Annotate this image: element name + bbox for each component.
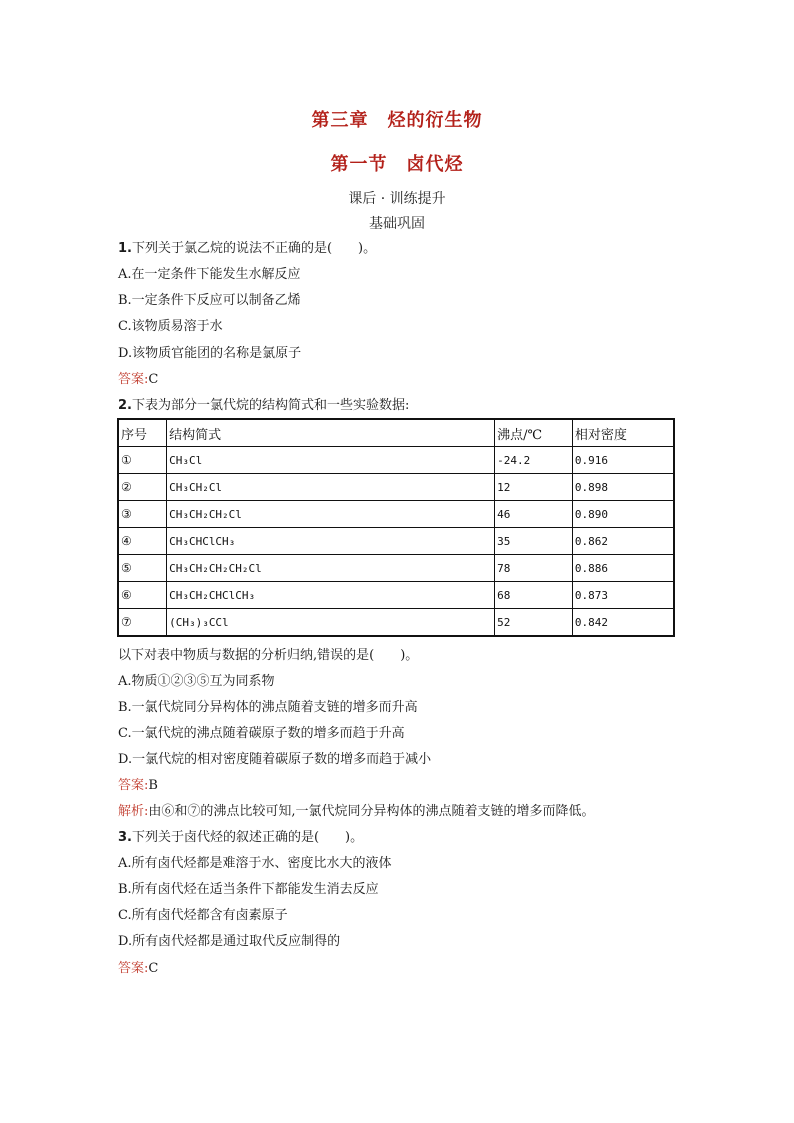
cell-density: 0.862 <box>572 528 674 555</box>
table-row <box>118 474 674 501</box>
answer-value: C <box>148 372 159 387</box>
question-text: 下列关于卤代烃的叙述正确的是( )。 <box>131 830 364 845</box>
question-2-stem-continued: 以下对表中物质与数据的分析归纳,错误的是( )。 <box>118 648 419 663</box>
question-text: 下列关于氯乙烷的说法不正确的是( )。 <box>131 241 377 256</box>
cell-boiling-point: 52 <box>495 609 573 637</box>
question-number: 3. <box>118 830 132 845</box>
question-2-option-b: B.一氯代烷同分异构体的沸点随着支链的增多而升高 <box>118 700 418 715</box>
table-row <box>118 447 674 474</box>
question-3-option-a: A.所有卤代烃都是难溶于水、密度比水大的液体 <box>118 856 392 871</box>
cell-index: ⑦ <box>118 609 167 637</box>
answer-label: 答案: <box>118 778 149 793</box>
table-header-row <box>118 419 674 447</box>
subsection-heading: 基础巩固 <box>369 216 425 232</box>
cell-index: ④ <box>118 528 167 555</box>
table-row <box>118 582 674 609</box>
cell-formula: CH₃CH₂CH₂CH₂Cl <box>167 555 495 582</box>
header-density: 相对密度 <box>572 419 674 447</box>
cell-boiling-point: 78 <box>495 555 573 582</box>
cell-index: ① <box>118 447 167 474</box>
header-formula: 结构简式 <box>167 419 495 447</box>
table-row <box>118 528 674 555</box>
cell-boiling-point: -24.2 <box>495 447 573 474</box>
chloroalkane-data-table <box>117 418 675 637</box>
question-number: 2. <box>118 398 132 413</box>
question-2-option-c: C.一氯代烷的沸点随着碳原子数的增多而趋于升高 <box>118 726 405 741</box>
question-2-option-d: D.一氯代烷的相对密度随着碳原子数的增多而趋于减小 <box>118 752 432 767</box>
cell-boiling-point: 68 <box>495 582 573 609</box>
cell-density: 0.842 <box>572 609 674 637</box>
cell-density: 0.890 <box>572 501 674 528</box>
question-3-option-d: D.所有卤代烃都是通过取代反应制得的 <box>118 934 341 949</box>
table-row <box>118 609 674 637</box>
analysis-text: 由⑥和⑦的沸点比较可知,一氯代烷同分异构体的沸点随着支链的增多而降低。 <box>148 804 595 819</box>
cell-boiling-point: 12 <box>495 474 573 501</box>
cell-density: 0.873 <box>572 582 674 609</box>
answer-label: 答案: <box>118 961 149 976</box>
question-1-option-c: C.该物质易溶于水 <box>118 319 223 334</box>
cell-index: ⑥ <box>118 582 167 609</box>
question-text: 下表为部分一氯代烷的结构简式和一些实验数据: <box>131 398 410 413</box>
header-index: 序号 <box>118 419 167 447</box>
exercise-subtitle: 课后 · 训练提升 <box>348 191 446 207</box>
cell-boiling-point: 46 <box>495 501 573 528</box>
question-3-answer <box>118 960 158 978</box>
cell-formula: CH₃CH₂CHClCH₃ <box>167 582 495 609</box>
question-1-option-d: D.该物质官能团的名称是氯原子 <box>118 346 302 361</box>
question-2-analysis <box>118 803 595 821</box>
cell-formula: CH₃Cl <box>167 447 495 474</box>
cell-index: ⑤ <box>118 555 167 582</box>
cell-index: ③ <box>118 501 167 528</box>
question-1-option-a: A.在一定条件下能发生水解反应 <box>118 267 301 282</box>
section-title: 第一节 卤代烃 <box>330 154 464 175</box>
answer-label: 答案: <box>118 372 149 387</box>
question-3-stem <box>118 829 363 847</box>
table-row <box>118 555 674 582</box>
header-boiling-point: 沸点/℃ <box>495 419 573 447</box>
question-3-option-c: C.所有卤代烃都含有卤素原子 <box>118 908 288 923</box>
cell-boiling-point: 35 <box>495 528 573 555</box>
question-1-answer <box>118 371 158 389</box>
question-number: 1. <box>118 241 132 256</box>
cell-formula: CH₃CH₂CH₂Cl <box>167 501 495 528</box>
cell-density: 0.886 <box>572 555 674 582</box>
question-2-answer <box>118 777 158 795</box>
cell-formula: (CH₃)₃CCl <box>167 609 495 637</box>
cell-density: 0.916 <box>572 447 674 474</box>
cell-index: ② <box>118 474 167 501</box>
cell-formula: CH₃CH₂Cl <box>167 474 495 501</box>
question-2-stem <box>118 397 409 415</box>
question-3-option-b: B.所有卤代烃在适当条件下都能发生消去反应 <box>118 882 379 897</box>
analysis-label: 解析: <box>118 804 149 819</box>
cell-formula: CH₃CHClCH₃ <box>167 528 495 555</box>
question-2-option-a: A.物质①②③⑤互为同系物 <box>118 674 275 689</box>
chapter-title: 第三章 烃的衍生物 <box>311 110 483 131</box>
cell-density: 0.898 <box>572 474 674 501</box>
question-1-option-b: B.一定条件下反应可以制备乙烯 <box>118 293 301 308</box>
question-1-stem <box>118 240 376 258</box>
answer-value: B <box>148 778 158 793</box>
answer-value: C <box>148 961 159 976</box>
table-row <box>118 501 674 528</box>
